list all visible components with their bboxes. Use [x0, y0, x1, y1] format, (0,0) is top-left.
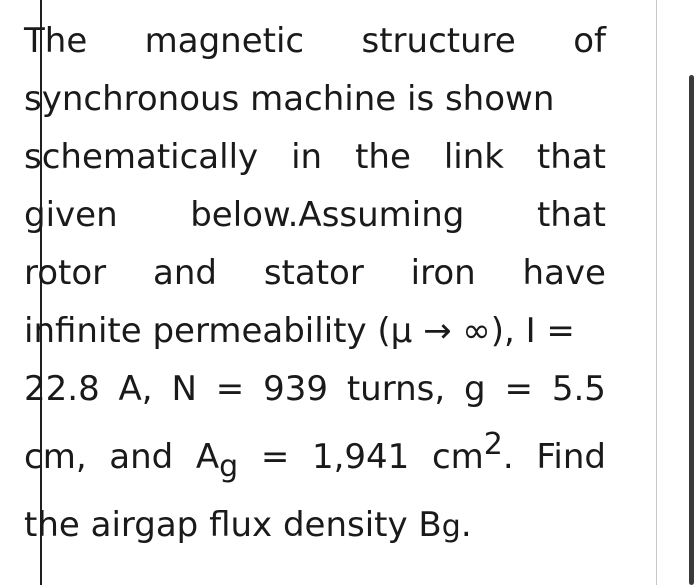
text-line-6: infinite permeability (μ → ∞), I = [24, 311, 575, 351]
text-line-7: 22.8 A, N = 939 turns, g = 5.5 [24, 369, 606, 409]
area-unit: $cm^2$. [431, 427, 514, 477]
question-text [24, 12, 606, 554]
text-line-3: schematically in the link that [24, 137, 606, 177]
text-line-4: given below.Assuming that [24, 195, 606, 235]
vertical-scrollbar[interactable] [689, 75, 694, 585]
text-line-8: cm, and $A_g$ = 1,941 $cm^2$. Find [24, 418, 606, 496]
text-line-5: rotor and stator iron have [24, 253, 606, 293]
text-line-1: The magnetic structure of [24, 21, 606, 61]
text-line-9: the airgap flux density B g . [24, 505, 472, 545]
airgap-area-symbol: $A_g$ [195, 437, 239, 484]
text-line-2: synchronous machine is shown [24, 79, 555, 119]
right-margin-rule [656, 0, 657, 585]
